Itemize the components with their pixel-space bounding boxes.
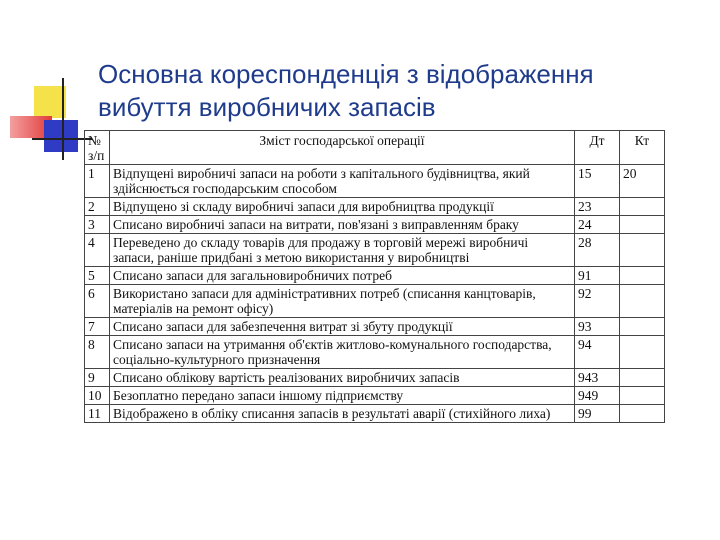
row-credit: [620, 198, 665, 216]
row-description: Використано запаси для адміністративних потреб (списання канцтоварів, матеріалів на ремонт офісу): [110, 285, 575, 318]
table-row: [85, 318, 665, 336]
row-number: 7: [85, 318, 110, 336]
row-credit: [620, 369, 665, 387]
row-number: 3: [85, 216, 110, 234]
table-row: [85, 165, 665, 198]
row-description: Списано запаси на утримання об'єктів житлово-комунального господарства, соціально-культурного призначення: [110, 336, 575, 369]
table-row: [85, 234, 665, 267]
table-row: [85, 387, 665, 405]
row-debit: 99: [575, 405, 620, 423]
slide-title-line-2: вибуття виробничих запасів: [98, 92, 436, 122]
table-row: [85, 198, 665, 216]
row-description: Безоплатно передано запаси іншому підприємству: [110, 387, 575, 405]
row-debit: 92: [575, 285, 620, 318]
row-credit: 20: [620, 165, 665, 198]
decor-blue-square: [44, 120, 78, 152]
row-description: Відпущені виробничі запаси на роботи з капітального будівництва, який здійснюється господарським способом: [110, 165, 575, 198]
row-number: 11: [85, 405, 110, 423]
table-row: [85, 285, 665, 318]
table-row: [85, 216, 665, 234]
row-number: 2: [85, 198, 110, 216]
header-credit: Кт: [620, 131, 665, 165]
header-number: № з/п: [85, 131, 110, 165]
row-number: 4: [85, 234, 110, 267]
header-debit: Дт: [575, 131, 620, 165]
row-description: Списано виробничі запаси на витрати, пов'язані з виправленням браку: [110, 216, 575, 234]
row-debit: 24: [575, 216, 620, 234]
table-row: [85, 369, 665, 387]
row-debit: 943: [575, 369, 620, 387]
row-number: 8: [85, 336, 110, 369]
row-description: Списано запаси для забезпечення витрат зі збуту продукції: [110, 318, 575, 336]
row-debit: 28: [575, 234, 620, 267]
decor-horizontal-line: [32, 138, 92, 140]
slide-title: [98, 58, 594, 124]
row-description: Списано запаси для загальновиробничих потреб: [110, 267, 575, 285]
row-credit: [620, 216, 665, 234]
table-header-row: [85, 131, 665, 165]
row-credit: [620, 267, 665, 285]
row-number: 1: [85, 165, 110, 198]
header-description: Зміст господарської операції: [110, 131, 575, 165]
decor-vertical-line: [62, 78, 64, 160]
row-number: 9: [85, 369, 110, 387]
row-number: 5: [85, 267, 110, 285]
row-debit: 94: [575, 336, 620, 369]
row-credit: [620, 318, 665, 336]
row-credit: [620, 387, 665, 405]
slide-title-line-1: Основна кореспонденція з відображення: [98, 59, 594, 89]
operations-table: [84, 130, 665, 423]
row-description: Відпущено зі складу виробничі запаси для виробництва продукції: [110, 198, 575, 216]
table-row: [85, 267, 665, 285]
row-credit: [620, 405, 665, 423]
row-debit: 15: [575, 165, 620, 198]
row-number: 6: [85, 285, 110, 318]
row-debit: 23: [575, 198, 620, 216]
row-description: Списано облікову вартість реалізованих виробничих запасів: [110, 369, 575, 387]
row-debit: 949: [575, 387, 620, 405]
row-description: Переведено до складу товарів для продажу в торговій мережі виробничі запаси, раніше придбані з метою використання у виробництві: [110, 234, 575, 267]
row-number: 10: [85, 387, 110, 405]
row-debit: 93: [575, 318, 620, 336]
table-row: [85, 405, 665, 423]
row-description: Відображено в обліку списання запасів в результаті аварії (стихійного лиха): [110, 405, 575, 423]
row-credit: [620, 285, 665, 318]
row-credit: [620, 336, 665, 369]
table-row: [85, 336, 665, 369]
row-credit: [620, 234, 665, 267]
row-debit: 91: [575, 267, 620, 285]
